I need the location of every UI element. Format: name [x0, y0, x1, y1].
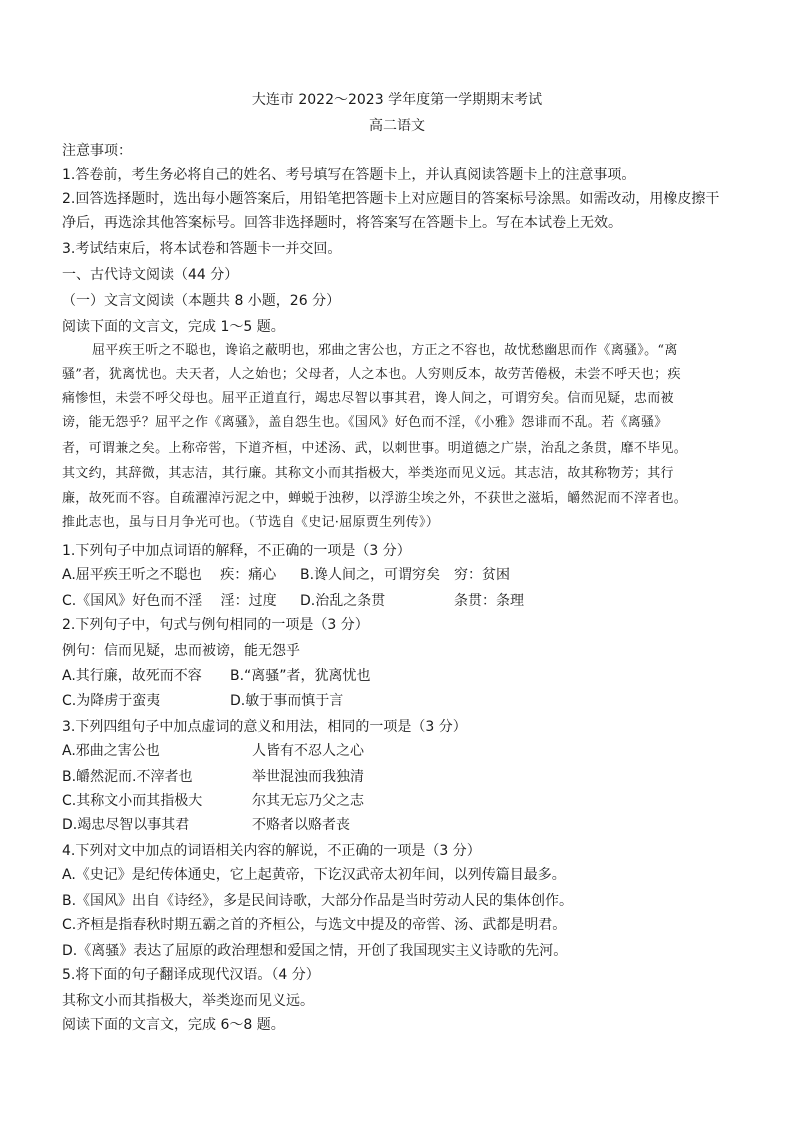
section-heading: 一、古代诗文阅读（44 分）: [62, 267, 239, 283]
passage-line: 屈平疾王听之不聪也，谗谄之蔽明也，邪曲之害公也，方正之不容也，故忧愁幽思而作《离骚》。“离: [92, 343, 678, 358]
q1-option-b: B.谗人间之，可谓穷矣 穷：贫困: [300, 567, 511, 583]
q4-option-c: C.齐桓是指春秋时期五霸之首的齐桓公，与选文中提及的帝喾、汤、武都是明君。: [62, 917, 567, 933]
q4-option-b: B.《国风》出自《诗经》，多是民间诗歌，大部分作品是当时劳动人民的集体创作。: [62, 893, 574, 909]
question-4-stem: 4.下列对文中加点的词语相关内容的解说，不正确的一项是（3 分）: [62, 843, 481, 859]
q4-option-a: A.《史记》是纪传体通史，它上起黄帝，下讫汉武帝太初年间，以列传篇目最多。: [62, 867, 566, 883]
passage-line: 者，可谓兼之矣。上称帝喾，下道齐桓，中述汤、武，以刺世事。明道德之广崇，治乱之条贯，靡不毕见。: [62, 441, 688, 456]
question-3-stem: 3.下列四组句子中加点虚词的意义和用法，相同的一项是（3 分）: [62, 719, 467, 735]
q1-option-c: C.《国风》好色而不淫 淫：过度: [62, 593, 277, 609]
question-5-stem: 5.将下面的句子翻译成现代汉语。（4 分）: [62, 967, 320, 983]
notice-item-2-cont: 净后，再选涂其他答案标号。回答非选择题时，将答案写在答题卡上。写在本试卷上无效。: [62, 215, 622, 231]
passage-line: 痛惨怛，未尝不呼父母也。屈平正道直行，竭忠尽智以事其君，谗人间之，可谓穷矣。信而见疑，忠而被: [62, 391, 674, 406]
passage-line: 谤，能无怨乎？屈平之作《离骚》，盖自怨生也。《国风》好色而不淫，《小雅》怨诽而不乱。若《离骚》: [62, 415, 668, 430]
q3-option-a-left: A.邪曲之害公也: [62, 743, 160, 759]
q2-option-d: D.敏于事而慎于言: [230, 693, 344, 709]
q2-example: 例句：信而见疑，忠而被谤，能无怨乎: [62, 643, 300, 659]
subsection-heading: （一）文言文阅读（本题共 8 小题，26 分）: [62, 293, 341, 309]
q3-option-a-right: 人皆有不忍人之心: [252, 743, 364, 759]
passage-line: 骚”者，犹离忧也。夫天者，人之始也；父母者，人之本也。人穷则反本，故劳苦倦极，未尝不呼天也；疾: [62, 367, 681, 382]
q3-option-c-left: C.其称文小而其指极大: [62, 793, 203, 809]
q3-option-d-left: D.竭忠尽智以事其君: [62, 817, 190, 833]
notice-item-1: 1.答卷前，考生务必将自己的姓名、考号填写在答题卡上，并认真阅读答题卡上的注意事项。: [62, 167, 636, 183]
passage-line: 廉，故死而不容。自疏濯淖污泥之中，蝉蜕于浊秽，以浮游尘埃之外，不获世之滋垢，皭然泥而不滓者也。: [62, 491, 688, 506]
passage-line: 其文约，其辞微，其志洁，其行廉。其称文小而其指极大，举类迩而见义远。其志洁，故其称物芳；其行: [62, 466, 674, 481]
notice-item-3: 3.考试结束后，将本试卷和答题卡一并交回。: [62, 241, 342, 257]
question-1-stem: 1.下列句子中加点词语的解释，不正确的一项是（3 分）: [62, 543, 411, 559]
q1-option-d-gloss: 条贯：条理: [454, 593, 524, 609]
notice-heading: 注意事项：: [62, 143, 132, 159]
q2-option-b: B.“离骚”者，犹离忧也: [230, 668, 371, 684]
q5-sentence: 其称文小而其指极大，举类迩而见义远。: [62, 993, 314, 1009]
q3-option-c-right: 尔其无忘乃父之志: [252, 793, 364, 809]
exam-subject: 高二语文: [369, 118, 425, 134]
q3-option-b-right: 举世混浊而我独清: [252, 769, 364, 785]
instruction-q1-5: 阅读下面的文言文，完成 1～5 题。: [62, 319, 285, 335]
q1-option-d: D.治乱之条贯: [300, 593, 386, 609]
q2-option-a: A.其行廉，故死而不容: [62, 668, 202, 684]
q3-option-d-right: 不赂者以赂者丧: [252, 817, 350, 833]
passage-source-line: 推此志也，虽与日月争光可也。（节选自《史记·屈原贾生列传》）: [62, 515, 440, 530]
q3-option-b-left: B.皭然泥而.不滓者也: [62, 769, 193, 785]
q1-option-a: A.屈平疾王听之不聪也 疾：痛心: [62, 567, 277, 583]
q4-option-d: D.《离骚》表达了屈原的政治理想和爱国之情，开创了我国现实主义诗歌的先河。: [62, 943, 568, 959]
instruction-q6-8: 阅读下面的文言文，完成 6～8 题。: [62, 1017, 285, 1033]
exam-title: 大连市 2022～2023 学年度第一学期期末考试: [251, 92, 543, 108]
question-2-stem: 2.下列句子中，句式与例句相同的一项是（3 分）: [62, 617, 369, 633]
notice-item-2: 2.回答选择题时，选出每小题答案后，用铅笔把答题卡上对应题目的答案标号涂黑。如需改动，用橡皮擦干: [62, 191, 720, 207]
q2-option-c: C.为降虏于蛮夷: [62, 693, 161, 709]
